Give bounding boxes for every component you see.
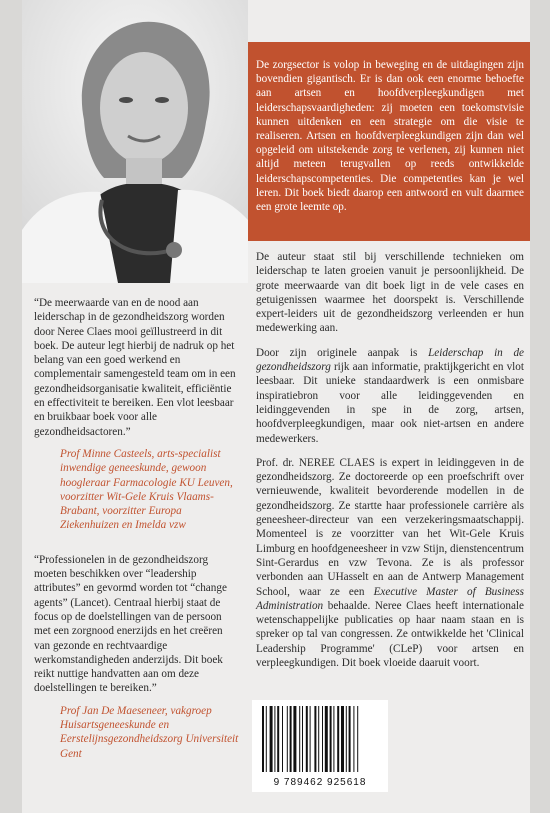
barcode-bar — [318, 706, 319, 772]
author-photo — [22, 0, 248, 283]
quote-2-attribution: Prof Jan De Maeseneer, vakgroep Huisartsgeneeskunde en Eerstelijnsgezondheidszorg Universiteit Gent — [60, 704, 239, 760]
description-paragraph-1: De auteur staat stil bij verschillende technieken om leiderschap te laten groeien vanuit je persoonlijkheid. De grote meerwaarde van dit boek ligt in de vele cases en getuigenissen waarmee het doorspekt is. Verschillende expert-leiders uit de gezondheidszorg verleenden er hun medewerking aan. — [256, 251, 524, 335]
barcode-bar — [337, 706, 339, 772]
barcode-bar — [266, 706, 267, 772]
quote-1-attribution: Prof Minne Casteels, arts-specialist inwendige geneeskunde, gewoon hoogleraar Farmacologie KU Leuven, voorzitter Wit-Gele Kruis Vlaams-Brabant, voorzitter Europa Ziekenhuizen en Imelda vzw — [60, 447, 233, 532]
barcode-bar — [262, 706, 264, 772]
barcode-bar — [346, 706, 347, 772]
quotes-column — [34, 296, 240, 761]
barcode-bar — [277, 706, 279, 772]
barcode-bar — [282, 706, 283, 772]
barcode-bar — [287, 706, 288, 772]
intro-text: De zorgsector is volop in beweging en de uitdagingen zijn bovendien gigantisch. Er is dan ook een enorme behoefte aan artsen en hoofdverpleegkundigen met leiderschapsvaardigheden: zij moeten een toekomstvisie kunnen uitdenken en een strategie om die visie te realiseren. Artsen en hoofdverpleegkundigen zijn dan wel opgeleid om uitstekende zorg te verlenen, zij kunnen niet altijd meteen terugvallen op reeds ontwikkelde leiderschapscompetenties. Die competenties kan je wel leren. Dit boek biedt daarop een antwoord en vult daarmee een grote leemte op. — [256, 59, 524, 214]
barcode-bar — [274, 706, 275, 772]
quote-1: “De meerwaarde van en de nood aan leiderschap in de gezondheidszorg worden door Neree Claes mooi geïllustreerd in dit boek. De auteur legt hierbij de nadruk op het belang van een goed werkend en complementair samengesteld team om in een gezondheidsorganisatie kwaliteit, efficiëntie en effectiviteit te bereiken. Een vlot leesbaar en bruikbaar boek voor alle gezondheidsactoren.” — [34, 297, 236, 438]
barcode-bar — [322, 706, 323, 772]
book-title: Leiderschap in de gezondheidszorg — [256, 346, 525, 374]
description-column — [256, 250, 524, 680]
barcode-bar — [325, 706, 328, 772]
barcode-bar — [290, 706, 292, 772]
barcode-bar — [333, 706, 334, 772]
barcode-bar — [306, 706, 308, 772]
degree-title: Executive Master of Business Administration — [256, 585, 524, 612]
author-bio: Prof. dr. NEREE CLAES is expert in leidinggeven in de gezondheidszorg. Ze doctoreerde op een proefschrift over vernieuwende, kwaliteit bevorderende modellen in de gezondheidszorg. Ze startte haar professionele carrière als geneesheer-directeur van een verzekeringsmaatschappij. Momenteel is ze voorzitter van het Wit-Gele Kruis Limburg en hoofdgeneesheer in vzw Stijn, dienstencentrum Sint-Gerardus en vzw Tevona. Ze is als professor verbonden aan UHasselt en aan de Antwerp Management School, waar ze een Executive Master of Business Administration behaalde. Neree Claes heeft internationale wetenschappelijke publicaties op haar naam staan en is spreker op tal van congressen. Ze ontwikkelde het 'Clinical Leadership Programme' (CLeP) voor artsen en verpleegkundigen. Dit boek vloeide daaruit voort. — [256, 456, 524, 670]
isbn-number: 9 789462 925618 — [273, 777, 367, 788]
barcode-bars — [260, 706, 380, 774]
barcode-bar — [270, 706, 273, 772]
barcode-bar — [349, 706, 351, 772]
author-portrait-image — [22, 0, 248, 283]
barcode-bar — [330, 706, 332, 772]
barcode-bar — [353, 706, 354, 772]
barcode-bar — [310, 706, 311, 772]
isbn-barcode — [252, 700, 388, 792]
quote-2: “Professionelen in de gezondheidszorg moeten beschikken over “leadership attributes” en gevormd worden tot “change agents” (Lancet). Centraal hierbij staat de focus op de doelstellingen van de persoon met een zorgnood enerzijds en het creëren van gezonde en rechtvaardige werkomstandigheden anderzijds. Dit boek reikt nuttige handvatten aan om deze doelstellingen te bereiken.” — [34, 553, 227, 695]
barcode-bar — [357, 706, 358, 772]
barcode-bar — [314, 706, 316, 772]
barcode-bar — [293, 706, 296, 772]
description-paragraph-2: Door zijn originele aanpak is Leiderschap in de gezondheidszorg rijk aan informatie, praktijkgericht en vlot leesbaar. Dit unieke standaardwerk is een onmisbare inspiratiebron voor alle leidinggevenden en leidinggevenden in spe in de zorg, artsen, hoofdverpleegkundigen, maar ook niet-artsen en andere medewerkers. — [256, 346, 525, 445]
barcode-bar — [341, 706, 344, 772]
barcode-bar — [302, 706, 303, 772]
barcode-bar — [299, 706, 300, 772]
